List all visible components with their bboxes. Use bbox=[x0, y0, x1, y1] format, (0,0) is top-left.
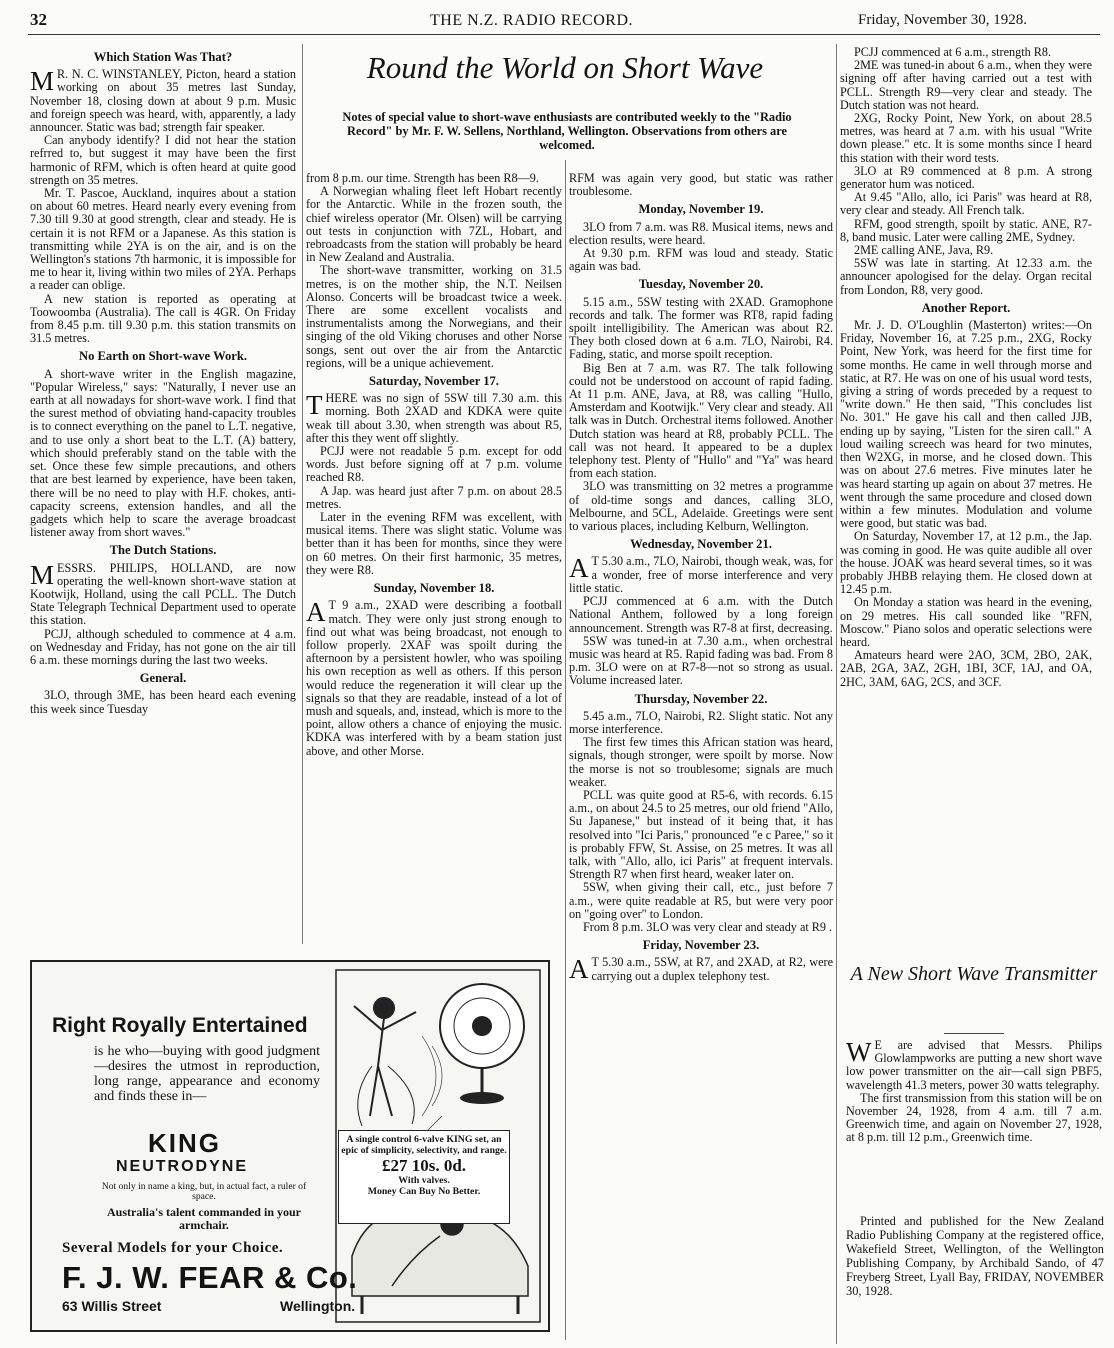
feature-intro: Notes of special value to short-wave enthusiasts are contributed weekly to the "Radio Record" by Mr. F. W. Sellens, Northland, Wellington. Observations from others are welcomed. bbox=[342, 110, 792, 152]
paragraph: A new station is reported as operating at Toowoomba (Australia). The call is 4GR. On Friday from 8.45 p.m. till 9.30 p.m. this station transmits on 31.5 metres. bbox=[30, 291, 296, 346]
heading-which-station: Which Station Was That? bbox=[93, 50, 233, 64]
paragraph: 2ME was tuned-in about 6 a.m., when they were signing off after having carried out a test with PCLL. Strength R9—very clear and steady. The Dutch station was not heard. bbox=[840, 58, 1092, 112]
speaker-icon bbox=[440, 984, 524, 1104]
paragraph: 2ME calling ANE, Java, R9. bbox=[854, 243, 994, 258]
drop-cap: M bbox=[30, 559, 55, 590]
ad-models-line: Several Models for your Choice. bbox=[62, 1240, 284, 1256]
column-2 bbox=[306, 172, 562, 758]
ad-price: £27 10s. 0d. bbox=[381, 1156, 467, 1175]
paragraph: 5SW was tuned-in at 7.30 a.m., when orchestral music was heard at R5. Rapid fading was bad. From 8 p.m. 3LO were on at R7-8—not so strong as usual. Volume increased later. bbox=[569, 633, 834, 688]
paragraph: The short-wave transmitter, working on 31.5 metres, is on the mother ship, the N.T. Neilsen Alonso. Concerts will be broadcast twice a week. There are some excellent vocalists and instrumentalists among the Norwegians, and their singing of the old Viking choruses and other Norse songs, sent out over the air from the Antarctic regions, will be a unique achievement. bbox=[306, 263, 562, 370]
page-header bbox=[0, 0, 1114, 36]
title-rule bbox=[944, 1033, 1004, 1034]
paragraph: Later in the evening RFM was excellent, with musical items. There was slight static. Volume was better than it has been for months, since they were on 60 metres. On their first harmonic, 35 metres, they were R8. bbox=[306, 510, 562, 577]
heading-general: General. bbox=[139, 671, 187, 686]
paragraph: A T 9 a.m., 2XAD were describing a football match. They were only just strong enough to find out what was being broadcast, not enough to follow properly. 2XAF was spoilt during the afternoon by a persistent howler, who was spoiling his own reception as well as others. If this person would reduce the regeneration it will clear up the signals so that they are readable, instead of a lot of mush and squeals, and, instead, which is more to the point, allow others a chance of enjoying the music. KDKA was interfered with by a beam station just above, and other Morse. bbox=[306, 597, 562, 758]
paragraph: 5SW, when giving their call, etc., just before 7 a.m., were quite readable at R5, but were very poor on "going over" to London. bbox=[569, 880, 833, 921]
paragraph: 3LO at R9 commenced at 8 p.m. A strong generator hum was noticed. bbox=[840, 163, 1092, 192]
heading-another-report: Another Report. bbox=[921, 300, 1011, 315]
paragraph: A short-wave writer in the English magazine, "Popular Wireless," says: "Naturally, I never use an earth at all nowadays for short-wave work. I find that the surest method of obviating hand-capacity troubles is to connect everything on the panel to L.T. negative, and to use only a short beat to the L.T. (A) battery, which should preferably stand on the table with the set. Once these few simple precautions, and others that are best learned by experience, have been taken, there will be no need to play with H.F. chokes, anti-capacity screens, extension handles, and all the gadgets which help to scare the average broadcast listener away from short waves." bbox=[30, 366, 296, 540]
feature-title: Round the World on Short Wave bbox=[366, 50, 764, 85]
ad-small-print: Not only in name a king, but, in actual fact, a ruler of space. bbox=[101, 1181, 307, 1202]
ad-city: Wellington. bbox=[280, 1298, 356, 1314]
heading-dutch-stations: The Dutch Stations. bbox=[109, 543, 217, 558]
column-divider bbox=[302, 44, 303, 944]
transmitter-article bbox=[846, 1028, 1102, 1145]
heading-wednesday: Wednesday, November 21. bbox=[630, 537, 772, 552]
ad-brand-sub: NEUTRODYNE bbox=[116, 1158, 249, 1175]
masthead: THE N.Z. RADIO RECORD. bbox=[430, 12, 633, 29]
paragraph: The first few times this African station was heard, signals, though stronger, were spoilt by morse. Now the morse is not so troublesome; signals are much weaker. bbox=[569, 735, 833, 789]
paragraph: Can anybody identify? I did not hear the station refrred to, but suggest it may have been the first harmonic of RFM, which is often heard at quite good strength on 35 metres. bbox=[30, 133, 296, 187]
transmitter-title: A New Short Wave Transmitter bbox=[850, 963, 1098, 985]
colophon bbox=[846, 1214, 1104, 1298]
page-number: 32 bbox=[30, 10, 47, 29]
paragraph: 5.45 a.m., 7LO, Nairobi, R2. Slight static. Not any morse interference. bbox=[569, 708, 833, 736]
paragraph: A Norwegian whaling fleet left Hobart recently for the Antarctic. While in the frozen south, the chief wireless operator (Mr. Olsen) will be carrying out tests in conjunction with 7ZL, Hobart, and rebroadcasts from the station will probably be heard in New Zealand and Australia. bbox=[306, 184, 562, 265]
drop-cap: A bbox=[569, 553, 589, 584]
heading-thursday: Thursday, November 22. bbox=[634, 691, 768, 706]
paragraph: W E are advised that Messrs. Philips Glowlampworks are putting a new short wave low power transmitter on the air—call sign PBF5, wavelength 41.3 meters, power 30 watts telegraphy. bbox=[846, 1037, 1102, 1092]
paragraph: from 8 p.m. our time. Strength has been R8—9. bbox=[306, 171, 539, 185]
paragraph: THERE was no sign of 5SW till 7.30 a.m. this morning. Both 2XAD and KDKA were quite weak till about 3.30, when strength was about R5, after this they went off slightly. bbox=[306, 390, 562, 445]
drop-cap: A bbox=[569, 954, 589, 985]
column-4 bbox=[840, 46, 1092, 689]
drop-cap: A bbox=[306, 597, 326, 628]
ad-address: 63 Willis Street bbox=[62, 1298, 162, 1314]
paragraph: PCJJ commenced at 6 a.m., strength R8. bbox=[854, 45, 1052, 59]
header-rule bbox=[28, 34, 1100, 35]
paragraph: 3LO from 7 a.m. was R8. Musical items, news and election results, were heard. bbox=[569, 219, 833, 247]
paragraph: M R. N. C. WINSTANLEY, Picton, heard a station working on about 35 metres last Sunday, November 18, closing down at about 9 p.m. Music and foreign speech was heard, with, apparently, a lady announcer. Static was bad; strength fair speaker. bbox=[30, 66, 296, 135]
drop-cap: M bbox=[30, 66, 55, 97]
paragraph: At 9.30 p.m. RFM was loud and steady. Static again was bad. bbox=[569, 246, 833, 274]
king-neutrodyne-ad bbox=[30, 960, 550, 1332]
paragraph: RFM, good strength, spoilt by static. ANE, R7-8, band music. Later were calling 2ME, Sydney. bbox=[840, 216, 1092, 244]
paragraph: Big Ben at 7 a.m. was R7. The talk following could not be understood on account of rapid fading. At 11 p.m. ANE, Java, at R8, was calling "Hullo, Amsterdam and Kootwijk." Very clear and steady. All talk was in Dutch. Orchestral items followed. Another Dutch station was heard at R8, probably PCLL. The call was not heard. It appeared to be a duplex telephony test. Plenty of "Hullo" and "Ya" was heard from each station. bbox=[569, 360, 833, 481]
paragraph: 5.15 a.m., 5SW testing with 2XAD. Gramophone records and talk. The former was RT8, rapid fading spoilt intelligibility. The American was about R2. They both closed down at 6 a.m. 7LO, Nairobi, R4. Fading, static, and morse spoilt reception. bbox=[569, 294, 833, 362]
ad-price-box bbox=[338, 1130, 510, 1224]
paragraph: 5SW was late in starting. At 12.33 a.m. the announcer apologised for the delay. Organ recital from London, R8, very good. bbox=[840, 256, 1092, 297]
conductor-figure-icon bbox=[354, 998, 416, 1126]
paragraph: A T 5.30 a.m., 7LO, Nairobi, though weak, was, for a wonder, free of morse interference and very little static. bbox=[569, 553, 833, 595]
heading-no-earth: No Earth on Short-wave Work. bbox=[78, 349, 248, 364]
ad-valves: With valves. bbox=[398, 1175, 450, 1186]
paragraph: A T 5.30 a.m., 5SW, at R7, and 2XAD, at R2, were carrying out a duplex telephony test. bbox=[569, 954, 833, 985]
armchair-listener-icon bbox=[352, 1211, 528, 1314]
drop-cap: W bbox=[846, 1037, 872, 1067]
paragraph: RFM was again very good, but static was rather troublesome. bbox=[569, 171, 833, 199]
ad-firm-name: F. J. W. FEAR & Co. bbox=[62, 1260, 358, 1295]
heading-sunday: Sunday, November 18. bbox=[373, 581, 495, 596]
column-divider bbox=[836, 44, 837, 1344]
paragraph: PCJJ commenced at 6 a.m. with the Dutch National Anthem, followed by a long foreign announcement. Strength was R7-8 at first, decreasing. bbox=[569, 594, 833, 635]
paragraph: Amateurs heard were 2AO, 3CM, 2BO, 2AK, 2AB, 2GA, 3AZ, 2GH, 1BI, 3CF, 1AJ, and OA, 2HC, 3AM, 6AG, 2CS, and 3CF. bbox=[840, 648, 1092, 689]
issue-date: Friday, November 30, 1928. bbox=[858, 12, 1027, 28]
heading-tuesday: Tuesday, November 20. bbox=[638, 277, 764, 292]
paragraph: On Saturday, November 17, at 12 p.m., the Jap. was coming in good. He was quite audible all over the house. JOAK was heard several times, so it was probably JHBB relaying them. He closed down at 12.45 p.m. bbox=[840, 529, 1092, 597]
paragraph: On Monday a station was heard in the evening, on 29 metres. His call sounded like "RFN, Moscow." Piano solos and operatic selections were heard. bbox=[840, 595, 1092, 649]
paragraph: 3LO, through 3ME, has been heard each evening this week since Tuesday bbox=[30, 688, 296, 716]
ad-headline: Right Royally Entertained bbox=[52, 1014, 308, 1037]
paragraph: The first transmission from this station will be on November 24, 1928, from 4 a.m. till 7 a.m. Greenwich time, and again on November 27, 1928, at 8 p.m. till 12 p.m., Greenwich time. bbox=[846, 1090, 1102, 1145]
paragraph: Mr. T. Pascoe, Auckland, inquires about a station on about 60 metres. Heard nearly every evening from 7.30 till 9.30 at good strength, clear and steady. He is certain it is not RFM or a Japanese. As this station is transmitting while 2YA is on the air, and is on the Wellington's stations 7th harmonic, it is impossible for me to hear it, living within two miles of 2YA. Perhaps a reader can oblige. bbox=[30, 186, 296, 293]
ad-brand: KING bbox=[148, 1128, 221, 1158]
paragraph: 3LO was transmitting on 32 metres a programme of old-time songs and dances, calling 3LO, Melbourne, and 5CL, Adelaide. Greetings were sent to various places, including Kelburn, Wellington. bbox=[569, 479, 833, 534]
ad-tagline: Money Can Buy No Better. bbox=[367, 1185, 481, 1197]
colophon-text: Printed and published for the New Zealand Radio Publishing Company at the registered office, Wakefield Street, Wellington, of the Wellington Publishing Company, by Archibald Sando, of 47 Freyberg Street, Lyall Bay, FRIDAY, NOVEMBER 30, 1928. bbox=[846, 1214, 1104, 1298]
paragraph: 2XG, Rocky Point, New York, on about 28.5 metres, was heard at 7 a.m. with his usual "Write down please." etc. It is some months since I heard this station with their word tests. bbox=[840, 111, 1092, 165]
paragraph: MESSRS. PHILIPS, HOLLAND, are now operating the well-known short-wave station at Kootwijk, Holland, using the call PCLL. The Dutch State Telegraph Technical Department used to operate this station. bbox=[30, 559, 296, 628]
heading-friday: Friday, November 23. bbox=[642, 938, 760, 953]
paragraph: A Jap. was heard just after 7 p.m. on about 28.5 metres. bbox=[306, 483, 562, 511]
paragraph: From 8 p.m. 3LO was very clear and steady at R9 . bbox=[583, 919, 833, 934]
paragraph: PCJJ were not readable 5 p.m. except for odd words. Just before signing off at 7 p.m. volume reached R8. bbox=[306, 444, 562, 485]
drop-cap: T bbox=[306, 390, 323, 421]
paragraph: Mr. J. D. O'Loughlin (Masterton) writes:—On Friday, November 16, at 7.25 p.m., 2XG, Rocky Point, New York, was heerd for the first time for some months. He came in well through morse and static, at R7. He was on one of his usual word tests, giving a string of words preceded by a request to "write down." He then said, "This concludes list No. 301." He gave his call and then called JJB, ending up by saying, "Listen for the siren call." A loud wailing screech was heard for two minutes, then W2XG, in morse, and he closed down. This was on about 27.6 metres. Five minutes later he was heard starting up again on about 37 metres. He went through the same procedure and closed down within a few minutes. Modulation and volume were good, but static was bad. bbox=[840, 318, 1092, 531]
heading-saturday: Saturday, November 17. bbox=[369, 374, 499, 389]
column-1 bbox=[30, 46, 296, 716]
paragraph: PCJJ, although scheduled to commence at 4 a.m. on Wednesday and Friday, has not gone on the air till 6 a.m. these mornings during the last two weeks. bbox=[30, 626, 296, 667]
paragraph: At 9.45 "Allo, allo, ici Paris" was heard at R8, very clear and steady. All French talk. bbox=[840, 190, 1092, 218]
ad-body: is he who—buying with good judgment—desires the utmost in reproduction, long range, appearance and economy and finds these in— bbox=[94, 1044, 320, 1104]
ad-talent-line: Australia's talent commanded in your armchair. bbox=[106, 1205, 301, 1232]
paragraph: PCLL was quite good at R5-6, with records. 6.15 a.m., on about 24.5 to 25 metres, our old friend "Allo, Su Japanese," but instead of it being that, it has resolved into "Ici Paris," pronounced "e c Paree," so it is probably FFW, St. Assise, on 25 metres. It was all talk, with "Allo, allo, ici Paris" at frequent intervals. Strength R7 when first heard, weaker later on. bbox=[569, 787, 833, 882]
column-divider bbox=[565, 160, 566, 1340]
column-3 bbox=[569, 172, 833, 983]
heading-monday: Monday, November 19. bbox=[638, 202, 764, 217]
ad-box-text: A single control 6-valve KING set, an epic of simplicity, selectivity, and range. bbox=[341, 1134, 507, 1156]
